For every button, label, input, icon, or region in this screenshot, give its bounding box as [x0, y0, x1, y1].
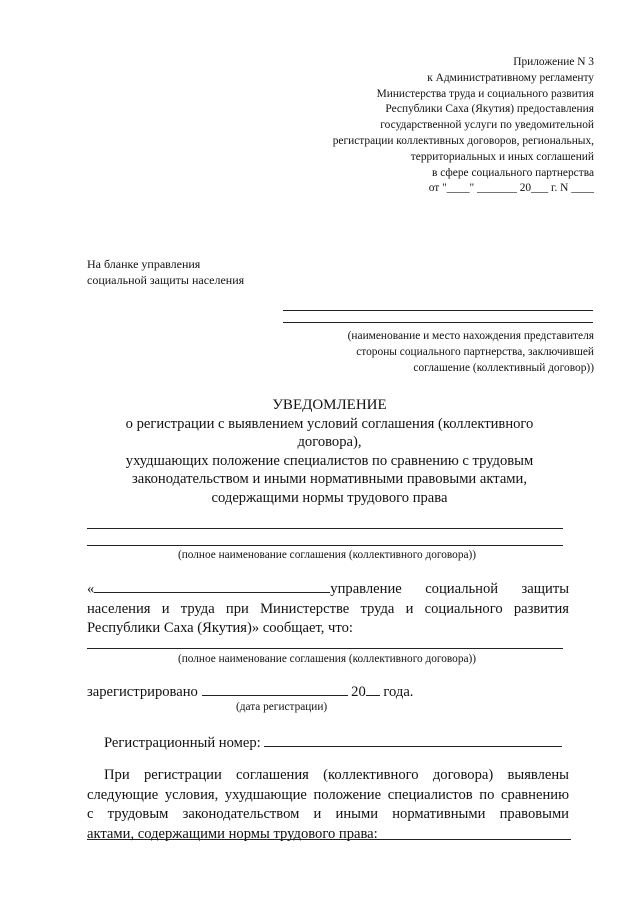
notice-title-line: о регистрации с выявлением условий соглашения (коллективного [125, 415, 534, 432]
header-line: к Административному регламенту [427, 71, 594, 84]
recipient-caption-line: стороны социального партнерства, заключившей [356, 346, 594, 358]
registration-number-row [104, 732, 562, 752]
findings-paragraph [87, 766, 569, 844]
agreement-caption-1: (полное наименование соглашения (коллективного договора)) [177, 549, 477, 561]
open-quote: « [87, 581, 95, 597]
registration-year-prefix: 20 [351, 684, 366, 700]
findings-line-3: с трудовым законодательством и иными нормативными правовыми [87, 806, 569, 822]
agreement-name-line-1 [87, 528, 563, 529]
appendix-header [194, 55, 594, 197]
recipient-caption-line: соглашение (коллективный договор)) [413, 362, 594, 374]
body-paragraph [87, 578, 569, 639]
header-line: от "____" _______ 20___ г. N ____ [428, 182, 594, 195]
body-line-3: Республики Саха (Якутия)» сообщает, что: [87, 620, 353, 636]
registration-year-suffix: года. [379, 684, 414, 700]
registration-date-blank [202, 681, 348, 696]
agreement-name-line-2 [87, 545, 563, 546]
registration-year-blank [366, 681, 380, 696]
registration-date-caption: (дата регистрации) [236, 701, 328, 713]
recipient-caption [264, 328, 594, 376]
findings-line-1: При регистрации соглашения (коллективного договора) выявлены [104, 767, 569, 783]
notice-title-line: договора), [297, 434, 362, 450]
header-line: регистрации коллективных договоров, региональных, [332, 134, 594, 147]
header-line: Республики Саха (Якутия) предоставления [385, 103, 594, 116]
registration-label: зарегистрировано [87, 684, 198, 700]
registration-number-label: Регистрационный номер: [104, 735, 261, 751]
findings-line-2: следующие условия, ухудшающие положение специалистов по сравнению [87, 786, 569, 803]
notice-title-line: законодательством и иными нормативными правовыми актами, [132, 471, 527, 487]
registration-number-blank [264, 732, 562, 747]
header-line: в сфере социального партнерства [432, 166, 594, 179]
header-line: территориальных и иных соглашений [410, 150, 594, 163]
findings-line-4: актами, содержащими нормы трудового права: [87, 825, 378, 842]
letterhead-note-line: социальной защиты населения [87, 273, 245, 287]
registration-date-row [87, 681, 413, 701]
body-line-1 [87, 578, 569, 600]
notice-title-line: содержащими нормы трудового права [211, 489, 448, 506]
body-line-1-text: управление социальной защиты [330, 581, 569, 597]
notice-heading: УВЕДОМЛЕНИЕ [272, 397, 387, 413]
letterhead-note-line: На бланке управления [87, 257, 201, 271]
header-line: Приложение N 3 [513, 56, 594, 68]
header-line: государственной услуги по уведомительной [380, 119, 594, 132]
recipient-line-1 [283, 310, 593, 311]
findings-fill-line [87, 839, 571, 840]
notice-title-line: ухудшающих положение специалистов по сравнению с трудовым [125, 452, 534, 469]
recipient-caption-line: (наименование и место нахождения представителя [347, 330, 594, 342]
agreement-caption-2: (полное наименование соглашения (коллективного договора)) [177, 653, 477, 665]
recipient-line-2 [283, 322, 593, 323]
notice-title [87, 396, 572, 507]
agreement-name-line-3 [87, 648, 563, 649]
letterhead-note [87, 256, 244, 288]
organization-name-blank [94, 578, 330, 593]
body-line-2: населения и труда при Министерстве труда и социального развития [87, 600, 569, 617]
header-line: Министерства труда и социального развития [376, 87, 594, 100]
